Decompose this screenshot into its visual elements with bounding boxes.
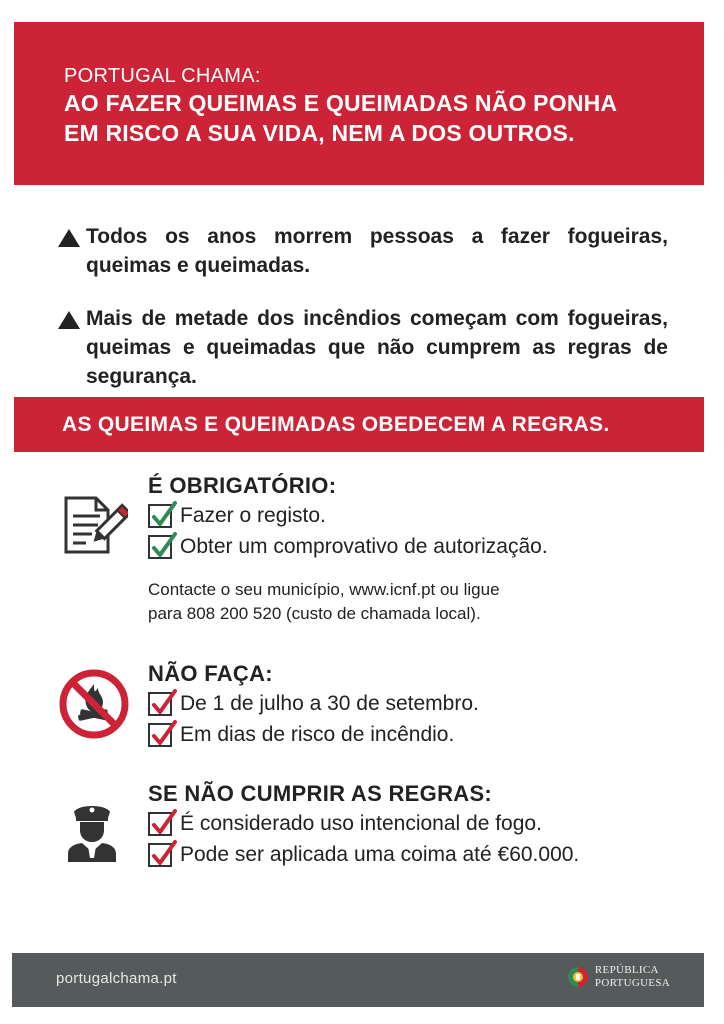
- obrigatorio-item-text: Fazer o registo.: [180, 504, 326, 527]
- se-nao-cumprir-item-text: Pode ser aplicada uma coima até €60.000.: [180, 843, 580, 866]
- obrigatorio-item: [148, 531, 668, 562]
- logo-text-line1: REPÚBLICA: [594, 964, 659, 976]
- footer-bar: [12, 953, 704, 1007]
- header-pretitle: PORTUGAL CHAMA:: [64, 65, 261, 87]
- header-banner: [14, 22, 704, 185]
- obrigatorio-item: [148, 500, 668, 531]
- green-checkbox-icon: [148, 504, 172, 528]
- se-nao-cumprir-section: [148, 780, 668, 870]
- red-checkbox-icon: [148, 692, 172, 716]
- green-checkbox-icon: [148, 535, 172, 559]
- warning-text: Mais de metade dos incêndios começam com fogueiras, queimas e queimadas que não cumprem as regras de segurança.: [86, 307, 668, 388]
- header-title-line2: EM RISCO A SUA VIDA, NEM A DOS OUTROS.: [64, 120, 575, 146]
- document-pencil-icon: [62, 494, 128, 561]
- footer-url: portugalchama.pt: [56, 970, 177, 987]
- obrigatorio-section: [148, 472, 668, 626]
- red-checkbox-icon: [148, 843, 172, 867]
- nao-faca-item: [148, 688, 668, 719]
- warning-list: [58, 222, 668, 391]
- red-checkbox-icon: [148, 723, 172, 747]
- logo-text-line2: PORTUGUESA: [594, 977, 670, 989]
- obrigatorio-title: É OBRIGATÓRIO:: [148, 473, 337, 498]
- contact-line: para 808 200 520 (custo de chamada local).: [148, 604, 481, 623]
- nao-faca-item-text: Em dias de risco de incêndio.: [180, 723, 455, 746]
- se-nao-cumprir-title: SE NÃO CUMPRIR AS REGRAS:: [148, 781, 493, 806]
- se-nao-cumprir-item: [148, 808, 668, 839]
- police-officer-icon: [64, 800, 120, 867]
- se-nao-cumprir-item: [148, 839, 668, 870]
- no-fire-icon: [58, 668, 130, 745]
- contact-line: Contacte o seu município, www.icnf.pt ou ligue: [148, 580, 500, 599]
- rules-banner: AS QUEIMAS E QUEIMADAS OBEDECEM A REGRAS.: [14, 397, 704, 452]
- nao-faca-item-text: De 1 de julho a 30 de setembro.: [180, 692, 479, 715]
- warning-item: [58, 222, 668, 280]
- se-nao-cumprir-item-text: É considerado uso intencional de fogo.: [180, 812, 542, 835]
- triangle-bullet-icon: [58, 311, 80, 329]
- contact-info: [148, 578, 668, 626]
- republica-portuguesa-logo: [565, 964, 670, 990]
- nao-faca-section: [148, 660, 668, 750]
- nao-faca-title: NÃO FAÇA:: [148, 661, 273, 686]
- coat-of-arms-icon: [565, 964, 591, 990]
- header-title-line1: AO FAZER QUEIMAS E QUEIMADAS NÃO PONHA: [64, 90, 618, 116]
- nao-faca-item: [148, 719, 668, 750]
- warning-text: Todos os anos morrem pessoas a fazer fogueiras, queimas e queimadas.: [86, 225, 668, 277]
- red-checkbox-icon: [148, 812, 172, 836]
- warning-item: [58, 304, 668, 391]
- obrigatorio-item-text: Obter um comprovativo de autorização.: [180, 535, 548, 558]
- triangle-bullet-icon: [58, 229, 80, 247]
